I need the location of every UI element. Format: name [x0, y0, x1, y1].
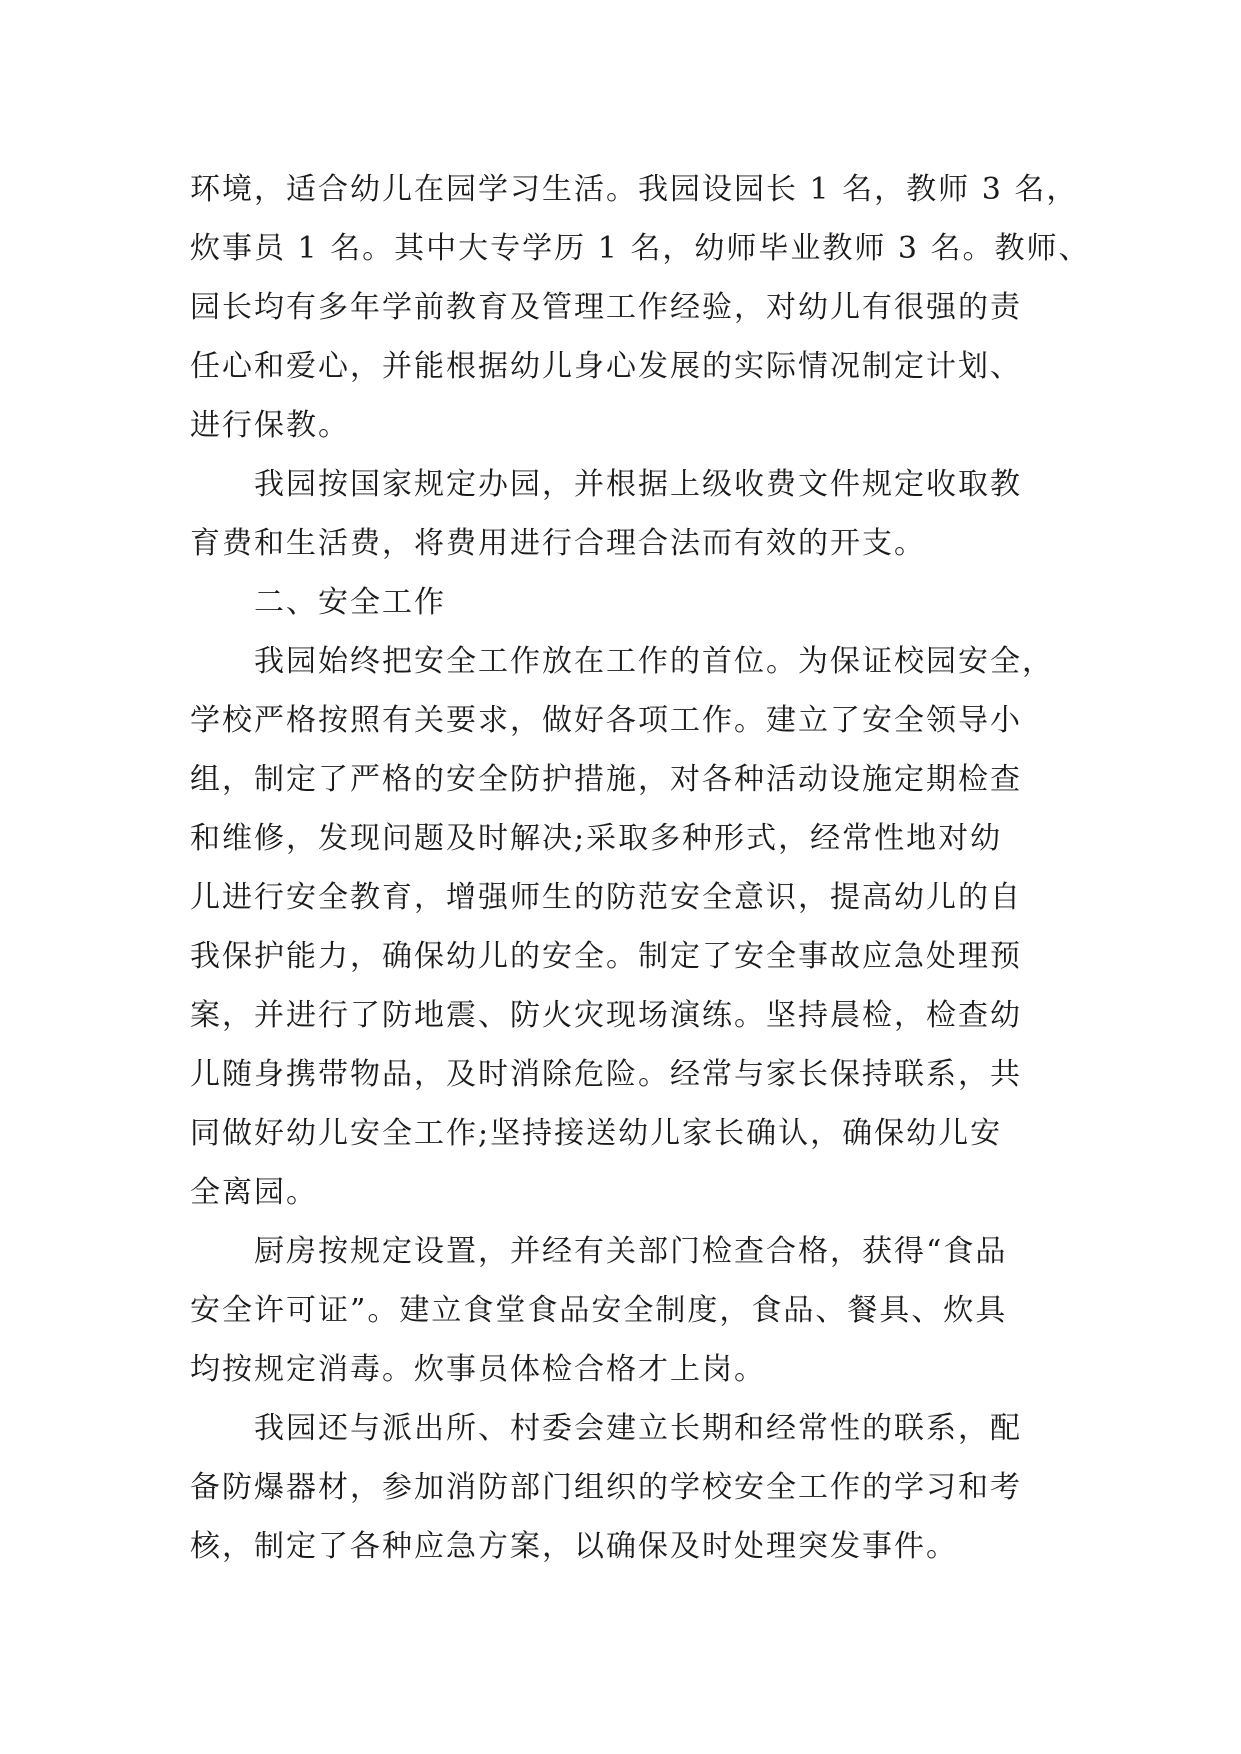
section-heading: 二、安全工作	[254, 585, 446, 620]
text-line: 案，并进行了防地震、防火灾现场演练。坚持晨检，检查幼	[190, 998, 1022, 1033]
text-line: 任心和爱心，并能根据幼儿身心发展的实际情况制定计划、	[190, 349, 1022, 384]
text-line: 育费和生活费，将费用进行合理合法而有效的开支。	[190, 526, 926, 561]
text-line: 学校严格按照有关要求，做好各项工作。建立了安全领导小	[190, 703, 1022, 738]
text-line: 组，制定了严格的安全防护措施，对各种活动设施定期检查	[190, 762, 1022, 797]
text-line: 炊事员 1 名。其中大专学历 1 名，幼师毕业教师 3 名。教师、	[190, 231, 1091, 266]
text-line: 核，制定了各种应急方案，以确保及时处理突发事件。	[190, 1529, 958, 1564]
paragraph-first-line: 我园还与派出所、村委会建立长期和经常性的联系，配	[254, 1411, 1022, 1446]
text-line: 儿进行安全教育，增强师生的防范安全意识，提高幼儿的自	[190, 880, 1022, 915]
document-body	[190, 160, 1091, 1576]
paragraph-first-line: 厨房按规定设置，并经有关部门检查合格，获得“食品	[254, 1234, 1008, 1269]
text-line: 儿随身携带物品，及时消除危险。经常与家长保持联系，共	[190, 1057, 1022, 1092]
text-line: 进行保教。	[190, 408, 350, 443]
text-line: 园长均有多年学前教育及管理工作经验，对幼儿有很强的责	[190, 290, 1022, 325]
text-line: 全离园。	[190, 1175, 318, 1210]
paragraph-first-line: 我园始终把安全工作放在工作的首位。为保证校园安全，	[254, 644, 1054, 679]
paragraph-first-line: 我园按国家规定办园，并根据上级收费文件规定收取教	[254, 467, 1022, 502]
text-line: 环境，适合幼儿在园学习生活。我园设园长 1 名，教师 3 名，	[190, 172, 1079, 207]
text-line: 均按规定消毒。炊事员体检合格才上岗。	[190, 1352, 766, 1387]
text-line: 备防爆器材，参加消防部门组织的学校安全工作的学习和考	[190, 1470, 1022, 1505]
text-line: 同做好幼儿安全工作;坚持接送幼儿家长确认，确保幼儿安	[190, 1116, 1003, 1151]
text-line: 和维修，发现问题及时解决;采取多种形式，经常性地对幼	[190, 821, 1003, 856]
text-line: 安全许可证”。建立食堂食品安全制度，食品、餐具、炊具	[190, 1293, 1008, 1328]
text-line: 我保护能力，确保幼儿的安全。制定了安全事故应急处理预	[190, 939, 1022, 974]
